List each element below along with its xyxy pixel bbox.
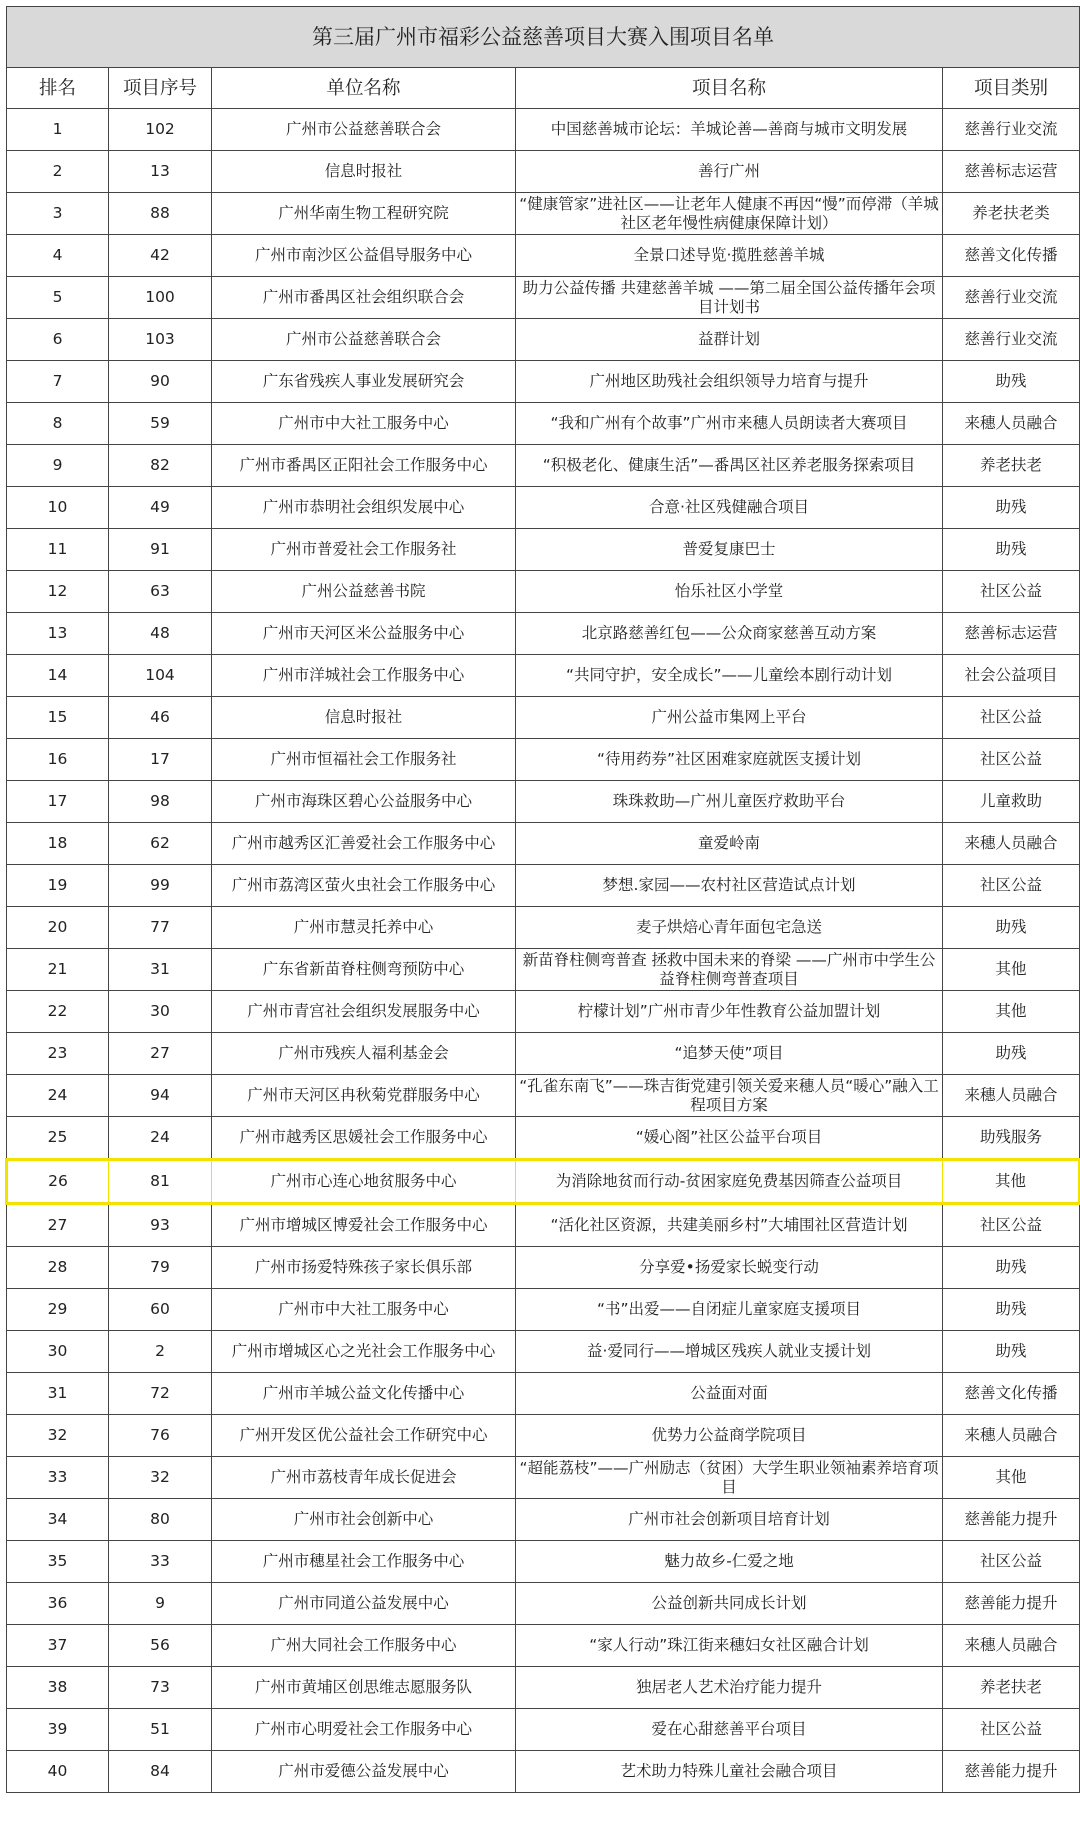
- table-row: [7, 1033, 1080, 1075]
- table-row: [7, 529, 1080, 571]
- category-cell: 来穗人员融合: [943, 1075, 1080, 1117]
- table-body: [7, 109, 1080, 1793]
- project-number-cell: 59: [109, 403, 212, 445]
- project-name-cell: “活化社区资源，共建美丽乡村”大埔围社区营造计划: [516, 1204, 943, 1247]
- rank-cell: 9: [7, 445, 109, 487]
- title-row: [7, 7, 1080, 68]
- project-name-cell: 普爱复康巴士: [516, 529, 943, 571]
- project-number-cell: 51: [109, 1709, 212, 1751]
- organization-cell: 广州市公益慈善联合会: [212, 109, 516, 151]
- table-row: [7, 1751, 1080, 1793]
- category-cell: 社区公益: [943, 697, 1080, 739]
- organization-cell: 广州市洋城社会工作服务中心: [212, 655, 516, 697]
- project-number-cell: 80: [109, 1499, 212, 1541]
- rank-cell: 14: [7, 655, 109, 697]
- category-cell: 助残: [943, 1247, 1080, 1289]
- organization-cell: 广州市心连心地贫服务中心: [212, 1160, 516, 1204]
- organization-cell: 信息时报社: [212, 151, 516, 193]
- category-cell: 社区公益: [943, 1541, 1080, 1583]
- table-row: [7, 445, 1080, 487]
- table-row: [7, 781, 1080, 823]
- table-row: [7, 1667, 1080, 1709]
- project-name-cell: 全景口述导览·揽胜慈善羊城: [516, 235, 943, 277]
- project-number-cell: 103: [109, 319, 212, 361]
- category-cell: 其他: [943, 991, 1080, 1033]
- table-row: [7, 109, 1080, 151]
- table-row: [7, 823, 1080, 865]
- project-number-cell: 62: [109, 823, 212, 865]
- rank-cell: 22: [7, 991, 109, 1033]
- table-row: [7, 403, 1080, 445]
- rank-cell: 27: [7, 1204, 109, 1247]
- table-row: [7, 571, 1080, 613]
- project-name-cell: 广州市社会创新项目培育计划: [516, 1499, 943, 1541]
- project-number-cell: 30: [109, 991, 212, 1033]
- project-number-cell: 98: [109, 781, 212, 823]
- category-cell: 社区公益: [943, 739, 1080, 781]
- table-row-highlighted: [7, 1160, 1080, 1204]
- project-number-cell: 73: [109, 1667, 212, 1709]
- table-row: [7, 1583, 1080, 1625]
- project-name-cell: 梦想.家园——农村社区营造试点计划: [516, 865, 943, 907]
- organization-cell: 广州市天河区米公益服务中心: [212, 613, 516, 655]
- category-cell: 其他: [943, 1457, 1080, 1499]
- table-row: [7, 991, 1080, 1033]
- project-number-cell: 93: [109, 1204, 212, 1247]
- rank-cell: 40: [7, 1751, 109, 1793]
- organization-cell: 广州华南生物工程研究院: [212, 193, 516, 235]
- rank-cell: 28: [7, 1247, 109, 1289]
- table-row: [7, 907, 1080, 949]
- project-number-cell: 32: [109, 1457, 212, 1499]
- project-name-cell: “家人行动”珠江街来穗妇女社区融合计划: [516, 1625, 943, 1667]
- category-cell: 慈善行业交流: [943, 319, 1080, 361]
- category-cell: 助残: [943, 1033, 1080, 1075]
- rank-cell: 3: [7, 193, 109, 235]
- rank-cell: 7: [7, 361, 109, 403]
- organization-cell: 广州市扬爱特殊孩子家长俱乐部: [212, 1247, 516, 1289]
- organization-cell: 广州市慧灵托养中心: [212, 907, 516, 949]
- project-name-cell: 麦子烘焙心青年面包宅急送: [516, 907, 943, 949]
- project-name-cell: “超能荔枝”——广州励志（贫困）大学生职业领袖素养培育项目: [516, 1457, 943, 1499]
- category-cell: 慈善行业交流: [943, 277, 1080, 319]
- rank-cell: 18: [7, 823, 109, 865]
- table-row: [7, 1499, 1080, 1541]
- rank-cell: 36: [7, 1583, 109, 1625]
- project-number-cell: 2: [109, 1331, 212, 1373]
- table-row: [7, 613, 1080, 655]
- organization-cell: 广州市社会创新中心: [212, 1499, 516, 1541]
- project-number-cell: 49: [109, 487, 212, 529]
- table-row: [7, 1625, 1080, 1667]
- rank-cell: 12: [7, 571, 109, 613]
- project-number-cell: 42: [109, 235, 212, 277]
- rank-cell: 30: [7, 1331, 109, 1373]
- project-name-cell: 珠珠救助—广州儿童医疗救助平台: [516, 781, 943, 823]
- project-name-cell: 爱在心甜慈善平台项目: [516, 1709, 943, 1751]
- table-row: [7, 1117, 1080, 1160]
- organization-cell: 信息时报社: [212, 697, 516, 739]
- table-row: [7, 235, 1080, 277]
- rank-cell: 25: [7, 1117, 109, 1160]
- table-row: [7, 1541, 1080, 1583]
- category-cell: 慈善能力提升: [943, 1499, 1080, 1541]
- header-row: [7, 68, 1080, 109]
- project-name-cell: 优势力公益商学院项目: [516, 1415, 943, 1457]
- project-number-cell: 82: [109, 445, 212, 487]
- table-row: [7, 277, 1080, 319]
- project-number-cell: 84: [109, 1751, 212, 1793]
- organization-cell: 广州市同道公益发展中心: [212, 1583, 516, 1625]
- project-number-cell: 46: [109, 697, 212, 739]
- project-name-cell: 北京路慈善红包——公众商家慈善互动方案: [516, 613, 943, 655]
- table-row: [7, 1289, 1080, 1331]
- rank-cell: 8: [7, 403, 109, 445]
- category-cell: 慈善文化传播: [943, 235, 1080, 277]
- category-cell: 社区公益: [943, 571, 1080, 613]
- organization-cell: 广州市荔湾区萤火虫社会工作服务中心: [212, 865, 516, 907]
- rank-cell: 37: [7, 1625, 109, 1667]
- category-cell: 助残: [943, 361, 1080, 403]
- rank-cell: 1: [7, 109, 109, 151]
- organization-cell: 广州市普爱社会工作服务社: [212, 529, 516, 571]
- category-cell: 社会公益项目: [943, 655, 1080, 697]
- organization-cell: 广州市海珠区碧心公益服务中心: [212, 781, 516, 823]
- rank-cell: 20: [7, 907, 109, 949]
- rank-cell: 5: [7, 277, 109, 319]
- rank-cell: 32: [7, 1415, 109, 1457]
- project-number-cell: 31: [109, 949, 212, 991]
- project-name-cell: 公益创新共同成长计划: [516, 1583, 943, 1625]
- project-name-cell: “共同守护，安全成长”——儿童绘本剧行动计划: [516, 655, 943, 697]
- category-cell: 其他: [943, 1160, 1080, 1204]
- table-row: [7, 1075, 1080, 1117]
- project-name-cell: 童爱岭南: [516, 823, 943, 865]
- table-row: [7, 739, 1080, 781]
- category-cell: 助残: [943, 487, 1080, 529]
- category-cell: 慈善能力提升: [943, 1583, 1080, 1625]
- project-name-cell: 柠檬计划”广州市青少年性教育公益加盟计划: [516, 991, 943, 1033]
- category-cell: 助残: [943, 1331, 1080, 1373]
- organization-cell: 广州市天河区冉秋菊党群服务中心: [212, 1075, 516, 1117]
- header-rank: 排名: [7, 68, 109, 109]
- project-number-cell: 48: [109, 613, 212, 655]
- table-row: [7, 865, 1080, 907]
- organization-cell: 广州市爱德公益发展中心: [212, 1751, 516, 1793]
- project-number-cell: 33: [109, 1541, 212, 1583]
- organization-cell: 广州市中大社工服务中心: [212, 1289, 516, 1331]
- category-cell: 助残服务: [943, 1117, 1080, 1160]
- project-number-cell: 99: [109, 865, 212, 907]
- organization-cell: 广州市恒福社会工作服务社: [212, 739, 516, 781]
- category-cell: 来穗人员融合: [943, 1415, 1080, 1457]
- table-row: [7, 487, 1080, 529]
- table-row: [7, 1709, 1080, 1751]
- project-number-cell: 9: [109, 1583, 212, 1625]
- organization-cell: 广州市南沙区公益倡导服务中心: [212, 235, 516, 277]
- rank-cell: 4: [7, 235, 109, 277]
- category-cell: 慈善文化传播: [943, 1373, 1080, 1415]
- project-name-cell: 新苗脊柱侧弯普查 拯救中国未来的脊梁 ——广州市中学生公益脊柱侧弯普查项目: [516, 949, 943, 991]
- table-row: [7, 697, 1080, 739]
- organization-cell: 广州开发区优公益社会工作研究中心: [212, 1415, 516, 1457]
- organization-cell: 广州市公益慈善联合会: [212, 319, 516, 361]
- organization-cell: 广州市残疾人福利基金会: [212, 1033, 516, 1075]
- rank-cell: 16: [7, 739, 109, 781]
- table-row: [7, 1415, 1080, 1457]
- rank-cell: 10: [7, 487, 109, 529]
- rank-cell: 26: [7, 1160, 109, 1204]
- category-cell: 慈善行业交流: [943, 109, 1080, 151]
- project-name-cell: 善行广州: [516, 151, 943, 193]
- organization-cell: 广州市穗星社会工作服务中心: [212, 1541, 516, 1583]
- category-cell: 来穗人员融合: [943, 403, 1080, 445]
- project-number-cell: 91: [109, 529, 212, 571]
- project-name-cell: “健康管家”进社区——让老年人健康不再因“慢”而停滞（羊城社区老年慢性病健康保障计划）: [516, 193, 943, 235]
- rank-cell: 6: [7, 319, 109, 361]
- organization-cell: 广州市增城区心之光社会工作服务中心: [212, 1331, 516, 1373]
- category-cell: 慈善标志运营: [943, 151, 1080, 193]
- organization-cell: 广州大同社会工作服务中心: [212, 1625, 516, 1667]
- organization-cell: 广东省新苗脊柱侧弯预防中心: [212, 949, 516, 991]
- organization-cell: 广州市黄埔区创思维志愿服务队: [212, 1667, 516, 1709]
- category-cell: 来穗人员融合: [943, 823, 1080, 865]
- table-row: [7, 319, 1080, 361]
- category-cell: 社区公益: [943, 865, 1080, 907]
- category-cell: 助残: [943, 907, 1080, 949]
- project-name-cell: 为消除地贫而行动-贫困家庭免费基因筛查公益项目: [516, 1160, 943, 1204]
- project-number-cell: 102: [109, 109, 212, 151]
- project-name-cell: 助力公益传播 共建慈善羊城 ——第二届全国公益传播年会项目计划书: [516, 277, 943, 319]
- category-cell: 其他: [943, 949, 1080, 991]
- header-project-name: 项目名称: [516, 68, 943, 109]
- organization-cell: 广州市恭明社会组织发展中心: [212, 487, 516, 529]
- project-name-cell: “积极老化、健康生活”—番禺区社区养老服务探索项目: [516, 445, 943, 487]
- category-cell: 养老扶老: [943, 445, 1080, 487]
- shortlist-sheet: [5, 6, 1078, 1793]
- rank-cell: 29: [7, 1289, 109, 1331]
- project-name-cell: “待用药券”社区困难家庭就医支援计划: [516, 739, 943, 781]
- project-number-cell: 88: [109, 193, 212, 235]
- project-name-cell: 公益面对面: [516, 1373, 943, 1415]
- project-number-cell: 56: [109, 1625, 212, 1667]
- rank-cell: 2: [7, 151, 109, 193]
- organization-cell: 广州市越秀区思媛社会工作服务中心: [212, 1117, 516, 1160]
- organization-cell: 广州公益慈善书院: [212, 571, 516, 613]
- project-name-cell: 中国慈善城市论坛：羊城论善—善商与城市文明发展: [516, 109, 943, 151]
- rank-cell: 11: [7, 529, 109, 571]
- table-row: [7, 1373, 1080, 1415]
- project-name-cell: “书”出爱——自闭症儿童家庭支援项目: [516, 1289, 943, 1331]
- category-cell: 慈善标志运营: [943, 613, 1080, 655]
- project-name-cell: 怡乐社区小学堂: [516, 571, 943, 613]
- project-name-cell: “我和广州有个故事”广州市来穗人员朗读者大赛项目: [516, 403, 943, 445]
- header-category: 项目类别: [943, 68, 1080, 109]
- table-row: [7, 1331, 1080, 1373]
- category-cell: 社区公益: [943, 1204, 1080, 1247]
- project-number-cell: 79: [109, 1247, 212, 1289]
- table-row: [7, 361, 1080, 403]
- organization-cell: 广州市中大社工服务中心: [212, 403, 516, 445]
- table-row: [7, 193, 1080, 235]
- project-number-cell: 104: [109, 655, 212, 697]
- project-name-cell: 魅力故乡-仁爱之地: [516, 1541, 943, 1583]
- project-number-cell: 24: [109, 1117, 212, 1160]
- project-number-cell: 17: [109, 739, 212, 781]
- rank-cell: 13: [7, 613, 109, 655]
- project-name-cell: 独居老人艺术治疗能力提升: [516, 1667, 943, 1709]
- project-name-cell: “追梦天使”项目: [516, 1033, 943, 1075]
- header-organization: 单位名称: [212, 68, 516, 109]
- table-row: [7, 655, 1080, 697]
- table-title: 第三届广州市福彩公益慈善项目大赛入围项目名单: [7, 7, 1080, 68]
- rank-cell: 38: [7, 1667, 109, 1709]
- rank-cell: 34: [7, 1499, 109, 1541]
- category-cell: 养老扶老: [943, 1667, 1080, 1709]
- rank-cell: 21: [7, 949, 109, 991]
- project-number-cell: 76: [109, 1415, 212, 1457]
- organization-cell: 广州市羊城公益文化传播中心: [212, 1373, 516, 1415]
- rank-cell: 35: [7, 1541, 109, 1583]
- project-number-cell: 77: [109, 907, 212, 949]
- organization-cell: 广州市青宫社会组织发展服务中心: [212, 991, 516, 1033]
- category-cell: 儿童救助: [943, 781, 1080, 823]
- rank-cell: 19: [7, 865, 109, 907]
- project-name-cell: 广州公益市集网上平台: [516, 697, 943, 739]
- organization-cell: 广州市增城区博爱社会工作服务中心: [212, 1204, 516, 1247]
- shortlist-table: [5, 6, 1080, 1793]
- project-number-cell: 60: [109, 1289, 212, 1331]
- table-row: [7, 1457, 1080, 1499]
- rank-cell: 33: [7, 1457, 109, 1499]
- category-cell: 社区公益: [943, 1709, 1080, 1751]
- category-cell: 来穗人员融合: [943, 1625, 1080, 1667]
- category-cell: 助残: [943, 529, 1080, 571]
- rank-cell: 17: [7, 781, 109, 823]
- table-row: [7, 1204, 1080, 1247]
- organization-cell: 广州市心明爱社会工作服务中心: [212, 1709, 516, 1751]
- organization-cell: 广州市荔枝青年成长促进会: [212, 1457, 516, 1499]
- project-name-cell: 合意·社区残健融合项目: [516, 487, 943, 529]
- organization-cell: 广州市番禺区正阳社会工作服务中心: [212, 445, 516, 487]
- rank-cell: 31: [7, 1373, 109, 1415]
- category-cell: 助残: [943, 1289, 1080, 1331]
- project-name-cell: 广州地区助残社会组织领导力培育与提升: [516, 361, 943, 403]
- organization-cell: 广州市番禺区社会组织联合会: [212, 277, 516, 319]
- project-number-cell: 94: [109, 1075, 212, 1117]
- project-number-cell: 100: [109, 277, 212, 319]
- organization-cell: 广州市越秀区汇善爱社会工作服务中心: [212, 823, 516, 865]
- project-number-cell: 81: [109, 1160, 212, 1204]
- project-number-cell: 27: [109, 1033, 212, 1075]
- project-name-cell: 艺术助力特殊儿童社会融合项目: [516, 1751, 943, 1793]
- rank-cell: 23: [7, 1033, 109, 1075]
- table-row: [7, 151, 1080, 193]
- project-number-cell: 72: [109, 1373, 212, 1415]
- rank-cell: 15: [7, 697, 109, 739]
- project-name-cell: 益·爱同行——增城区残疾人就业支援计划: [516, 1331, 943, 1373]
- category-cell: 养老扶老类: [943, 193, 1080, 235]
- table-row: [7, 1247, 1080, 1289]
- table-row: [7, 949, 1080, 991]
- category-cell: 慈善能力提升: [943, 1751, 1080, 1793]
- header-project-number: 项目序号: [109, 68, 212, 109]
- rank-cell: 39: [7, 1709, 109, 1751]
- project-number-cell: 63: [109, 571, 212, 613]
- organization-cell: 广东省残疾人事业发展研究会: [212, 361, 516, 403]
- project-number-cell: 13: [109, 151, 212, 193]
- project-number-cell: 90: [109, 361, 212, 403]
- project-name-cell: “孔雀东南飞”——珠吉街党建引领关爱来穗人员“暖心”融入工程项目方案: [516, 1075, 943, 1117]
- project-name-cell: 分享爱•扬爱家长蜕变行动: [516, 1247, 943, 1289]
- rank-cell: 24: [7, 1075, 109, 1117]
- project-name-cell: “媛心阁”社区公益平台项目: [516, 1117, 943, 1160]
- project-name-cell: 益群计划: [516, 319, 943, 361]
